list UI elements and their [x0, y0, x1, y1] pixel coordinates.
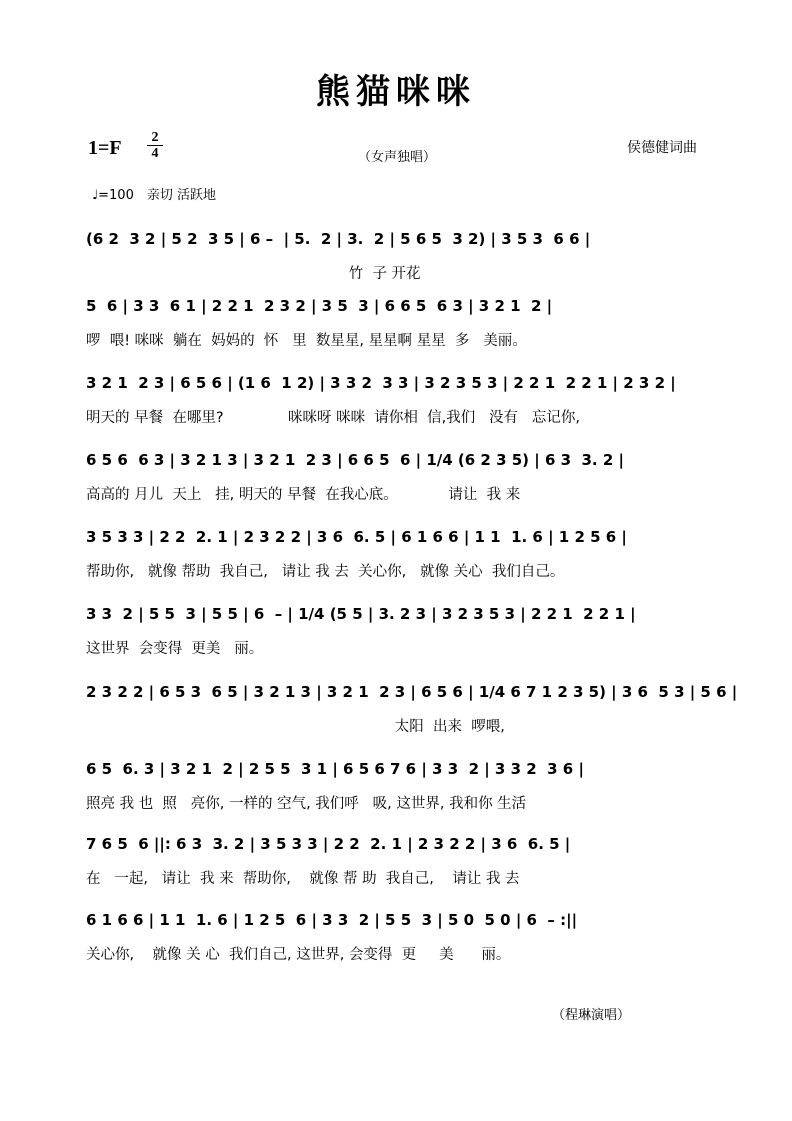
score-row	[86, 528, 726, 578]
lyric-line: 啰 喂! 咪咪 躺在 妈妈的 怀 里 数星星, 星星啊 星星 多 美丽。	[86, 333, 527, 349]
composer-credit: 侯德健词曲	[627, 140, 697, 156]
lyric-line: 高高的 月儿 天上 挂, 明天的 早餐 在我心底。 请让 我 来	[86, 487, 521, 503]
score-row	[86, 683, 738, 735]
score-row	[86, 911, 726, 961]
time-signature	[147, 130, 163, 161]
lyric-line: 这世界 会变得 更美 丽。	[86, 641, 264, 657]
notation-line: 3 3 2 | 5 5 3 | 5 5 | 6 – | 1/4 (5 5 | 3. 2 3 | 3 2 3 5 3 | 2 2 1 2 2 1 |	[86, 605, 636, 623]
score-row	[86, 297, 726, 347]
lyric-line: 在 一起, 请让 我 来 帮助你, 就像 帮 助 我自己, 请让 我 去	[86, 871, 520, 887]
meter-bottom: 4	[147, 145, 163, 161]
lyric-line: 竹 子 开花	[86, 266, 421, 282]
score-row	[86, 760, 726, 810]
notation-line: (6 2 3 2 | 5 2 3 5 | 6 – | 5. 2 | 3. 2 | 5 6 5 3 2) | 3 5 3 6 6 |	[86, 230, 591, 248]
score-row	[86, 451, 726, 501]
notation-line: 6 5 6 6 3 | 3 2 1 3 | 3 2 1 2 3 | 6 6 5 6 | 1/4 (6 2 3 5) | 6 3 3. 2 |	[86, 451, 624, 469]
lyric-line: 明天的 早餐 在哪里? 咪咪呀 咪咪 请你相 信,我们 没有 忘记你,	[86, 410, 580, 426]
lyric-line: 关心你, 就像 关 心 我们自己, 这世界, 会变得 更 美 丽。	[86, 947, 511, 963]
performer-credit: （程琳演唱）	[552, 1008, 631, 1023]
performance-type: （女声独唱）	[358, 150, 437, 165]
notation-line: 6 1 6 6 | 1 1 1. 6 | 1 2 5 6 | 3 3 2 | 5 5 3 | 5 0 5 0 | 6 – :||	[86, 911, 578, 929]
notation-line: 2 3 2 2 | 6 5 3 6 5 | 3 2 1 3 | 3 2 1 2 3 | 6 5 6 | 1/4 6 7 1 2 3 5) | 3 6 5 3 | 5 6 |	[86, 683, 738, 701]
score-row	[86, 230, 726, 280]
score-row	[86, 605, 726, 655]
notation-line: 5 6 | 3 3 6 1 | 2 2 1 2 3 2 | 3 5 3 | 6 6 5 6 3 | 3 2 1 2 |	[86, 297, 553, 315]
lyric-line: 太阳 出来 啰喂,	[86, 719, 505, 735]
key-signature: 1=F	[88, 137, 122, 159]
lyric-line: 帮助你, 就像 帮助 我自己, 请让 我 去 关心你, 就像 关心 我们自己。	[86, 564, 565, 580]
notation-line: 6 5 6. 3 | 3 2 1 2 | 2 5 5 3 1 | 6 5 6 7 6 | 3 3 2 | 3 3 2 3 6 |	[86, 760, 584, 778]
notation-line: 7 6 5 6 ||: 6 3 3. 2 | 3 5 3 3 | 2 2 2. 1 | 2 3 2 2 | 3 6 6. 5 |	[86, 835, 571, 853]
lyric-line: 照亮 我 也 照 亮你, 一样的 空气, 我们呼 吸, 这世界, 我和你 生活	[86, 796, 527, 812]
score-row	[86, 835, 726, 885]
score-row	[86, 374, 726, 424]
notation-line: 3 5 3 3 | 2 2 2. 1 | 2 3 2 2 | 3 6 6. 5 | 6 1 6 6 | 1 1 1. 6 | 1 2 5 6 |	[86, 528, 627, 546]
song-title: 熊猫咪咪	[316, 72, 476, 112]
meter-top: 2	[151, 130, 159, 145]
tempo-marking: ♩=100 亲切 活跃地	[92, 188, 216, 203]
notation-line: 3 2 1 2 3 | 6 5 6 | (1 6 1 2) | 3 3 2 3 3 | 3 2 3 5 3 | 2 2 1 2 2 1 | 2 3 2 |	[86, 374, 676, 392]
